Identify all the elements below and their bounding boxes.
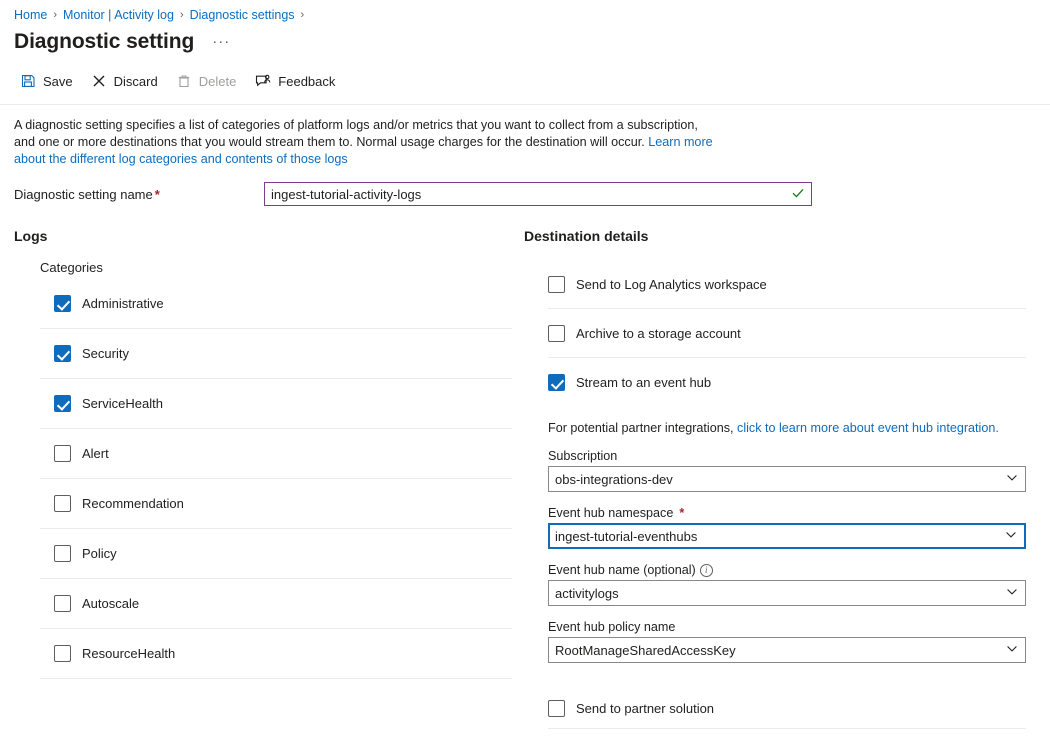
learn-more-link[interactable]: Learn more about the different log categories and contents of those logs: [14, 135, 713, 166]
event-hub-namespace-label: [548, 506, 1026, 520]
event-hub-name-select[interactable]: [548, 580, 1026, 606]
event-hub-name-label: [548, 563, 1026, 577]
list-item[interactable]: [548, 260, 1026, 309]
description-body: A diagnostic setting specifies a list of categories of platform logs and/or metrics that you want to collect from a subscription, and one or more destinations that you would stream them to. Normal usage charges for the destination will occur.: [14, 118, 698, 149]
destination-option-label: Archive to a storage account: [576, 325, 741, 341]
event-hub-name-value: activitylogs: [555, 585, 619, 601]
page-title: Diagnostic setting: [14, 30, 195, 53]
checkbox-autoscale[interactable]: [54, 595, 71, 612]
event-hub-namespace-value: ingest-tutorial-eventhubs: [555, 528, 698, 544]
event-hub-policy-name-value: RootManageSharedAccessKey: [555, 642, 736, 658]
event-hub-name-label-text: Event hub name (optional): [548, 563, 696, 577]
list-item[interactable]: [40, 479, 512, 529]
save-button[interactable]: [14, 68, 83, 94]
list-item[interactable]: [40, 279, 512, 329]
checkbox-resourcehealth[interactable]: [54, 645, 71, 662]
breadcrumb-separator-icon: ›: [179, 9, 184, 21]
destination-options-list: [548, 260, 1026, 407]
event-hub-integration-link[interactable]: click to learn more about event hub integration.: [737, 421, 999, 435]
breadcrumb-separator-icon: ›: [300, 9, 305, 21]
log-categories-list: [40, 279, 512, 679]
trash-icon: [176, 73, 192, 89]
chevron-down-icon: [1006, 472, 1018, 487]
chevron-down-icon: [1006, 586, 1018, 601]
feedback-button[interactable]: [248, 68, 345, 94]
subscription-label: [548, 449, 1026, 463]
subscription-field: [548, 449, 1026, 492]
breadcrumb-item-monitor-activity-log[interactable]: Monitor | Activity log: [63, 8, 174, 22]
checkbox-administrative[interactable]: [54, 295, 71, 312]
feedback-label: Feedback: [278, 73, 336, 89]
list-item[interactable]: [40, 429, 512, 479]
list-item[interactable]: [548, 689, 1026, 729]
category-label: ServiceHealth: [82, 396, 163, 411]
command-bar: [0, 54, 1050, 104]
checkbox-policy[interactable]: [54, 545, 71, 562]
destination-option-label: Send to Log Analytics workspace: [576, 276, 767, 292]
logs-section-title: Logs: [14, 228, 48, 244]
subscription-label-text: Subscription: [548, 449, 618, 463]
event-hub-name-field: [548, 563, 1026, 606]
description-text: [0, 105, 730, 168]
partner-note-text: For potential partner integrations,: [548, 421, 738, 435]
save-label: Save: [43, 73, 73, 89]
delete-button: [170, 68, 247, 94]
subscription-select[interactable]: [548, 466, 1026, 492]
checkbox-stream-to-event-hub[interactable]: [548, 374, 565, 391]
list-item[interactable]: [40, 629, 512, 679]
more-options-icon[interactable]: ···: [212, 33, 231, 50]
info-icon[interactable]: i: [700, 564, 713, 577]
diagnostic-setting-name-input-wrap: [264, 182, 812, 206]
feedback-icon: [254, 73, 271, 89]
category-label: Policy: [82, 546, 117, 561]
list-item[interactable]: [40, 579, 512, 629]
event-hub-namespace-field: [548, 506, 1026, 549]
chevron-down-icon: [1006, 643, 1018, 658]
logs-section: [14, 228, 522, 729]
partner-integration-note: [548, 421, 1022, 435]
breadcrumb: [0, 0, 1050, 24]
category-label: Recommendation: [82, 496, 184, 511]
chevron-down-icon: [1005, 529, 1017, 544]
checkbox-servicehealth[interactable]: [54, 395, 71, 412]
breadcrumb-item-diagnostic-settings[interactable]: Diagnostic settings: [189, 8, 295, 22]
content-columns: [0, 206, 1050, 729]
checkbox-send-to-partner-solution[interactable]: [548, 700, 565, 717]
partner-solution-block: [524, 689, 1022, 729]
checkbox-archive-to-storage[interactable]: [548, 325, 565, 342]
list-item[interactable]: [40, 379, 512, 429]
required-marker: *: [154, 186, 160, 202]
event-hub-policy-name-label-text: Event hub policy name: [548, 620, 676, 634]
delete-label: Delete: [198, 73, 237, 89]
checkbox-alert[interactable]: [54, 445, 71, 462]
required-marker: *: [679, 506, 685, 520]
partner-solution-label: Send to partner solution: [576, 701, 715, 716]
diagnostic-setting-name-label: [14, 187, 264, 202]
list-item[interactable]: [40, 329, 512, 379]
checkbox-security[interactable]: [54, 345, 71, 362]
name-label-text: Diagnostic setting name: [14, 186, 153, 202]
category-label: Security: [82, 346, 129, 361]
event-hub-policy-name-field: [548, 620, 1026, 663]
event-hub-policy-name-select[interactable]: [548, 637, 1026, 663]
category-label: ResourceHealth: [82, 646, 176, 661]
save-icon: [20, 73, 36, 89]
destination-section-title: Destination details: [524, 228, 649, 244]
list-item[interactable]: [40, 529, 512, 579]
event-hub-namespace-label-text: Event hub namespace: [548, 506, 674, 520]
title-row: [0, 24, 1050, 54]
subscription-value: obs-integrations-dev: [555, 471, 673, 487]
categories-subtitle: Categories: [40, 260, 103, 275]
discard-button[interactable]: [85, 68, 168, 94]
event-hub-policy-name-label: [548, 620, 1026, 634]
category-label: Administrative: [82, 296, 164, 311]
checkbox-recommendation[interactable]: [54, 495, 71, 512]
diagnostic-setting-name-row: [0, 168, 1050, 206]
category-label: Autoscale: [82, 596, 140, 611]
event-hub-namespace-select[interactable]: [548, 523, 1026, 549]
destination-section: [522, 228, 1022, 729]
list-item[interactable]: [548, 309, 1026, 358]
list-item[interactable]: [548, 358, 1026, 407]
breadcrumb-separator-icon: ›: [53, 9, 58, 21]
diagnostic-setting-name-input[interactable]: [264, 182, 812, 206]
category-label: Alert: [82, 446, 109, 461]
discard-label: Discard: [113, 73, 158, 89]
close-icon: [91, 73, 107, 89]
destination-option-label: Stream to an event hub: [576, 375, 712, 390]
checkbox-send-to-log-analytics[interactable]: [548, 276, 565, 293]
breadcrumb-item-home[interactable]: Home: [14, 8, 48, 22]
